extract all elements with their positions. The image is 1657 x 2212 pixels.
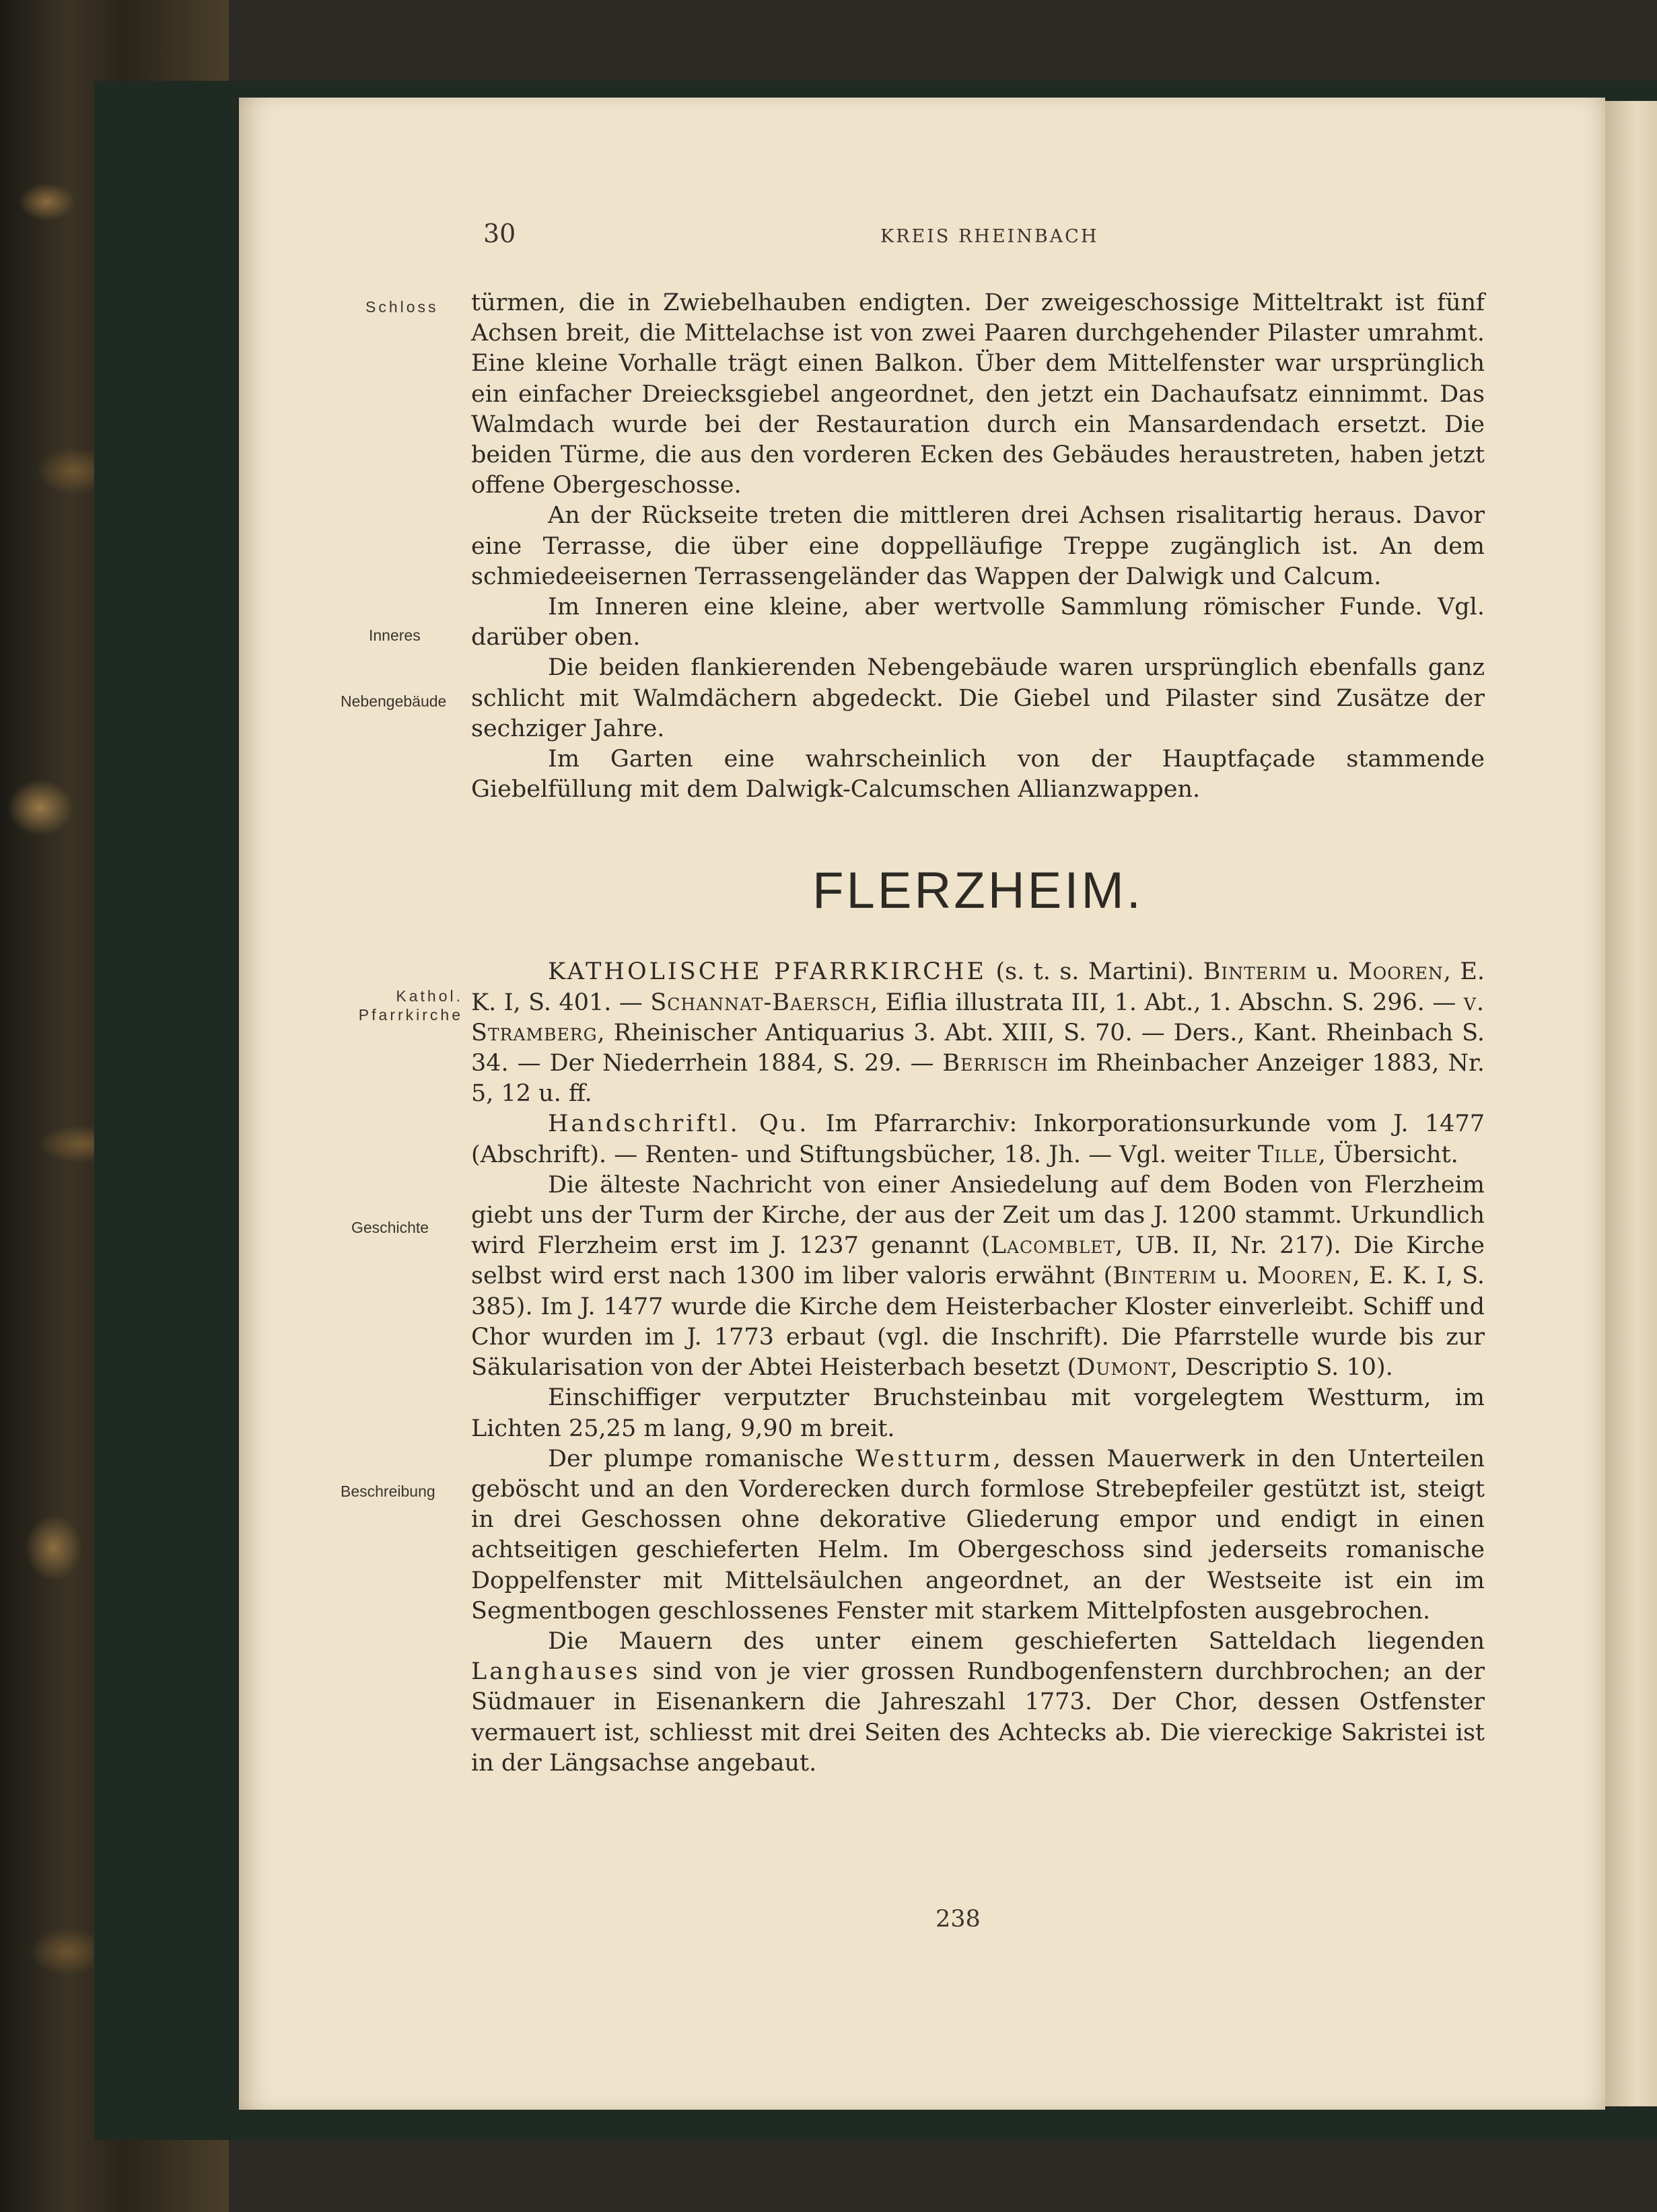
body-text bbox=[471, 288, 1485, 1779]
paragraph-schloss: türmen, die in Zwiebelhauben endigten. Der zweigeschossige Mitteltrakt ist fünf Achsen breit, die Mittelachse ist von zwei Paaren durchgehender Pilaster umrahmt. Eine kleine Vorhalle trägt einen Balkon. Über dem Mittelfenster war ursprünglich ein einfacher Dreiecksgiebel angeordnet, den jetzt ein Dachaufsatz einnimmt. Das Walmdach wurde bei der Restauration durch ein Mansardendach ersetzt. Die beiden Türme, die aus den vorderen Ecken des Gebäudes heraustreten, haben jetzt offene Obergeschosse. bbox=[471, 289, 1485, 499]
margin-note-nebengebaeude: Nebengebäude bbox=[341, 692, 447, 710]
page-number-top: 30 bbox=[483, 219, 516, 248]
paragraph-langhaus: Die Mauern des unter einem geschieferten Satteldach liegenden Langhauses sind von je vier grossen Rundbogenfenstern durchbrochen; an der Südmauer in Eisenankern die Jahreszahl 1773. Der Chor, dessen Ostfenster vermauert ist, schliesst mit drei Seiten des Achtecks ab. Die viereckige Sakristei ist in der Längsachse angebaut. bbox=[471, 1627, 1485, 1777]
margin-note-schloss: Schloss bbox=[365, 298, 439, 316]
paragraph-garten: Im Garten eine wahrscheinlich von der Hauptfaçade stammende Giebelfüllung mit dem Dalwigk-Calcumschen Allianzwappen. bbox=[471, 746, 1485, 804]
paragraph-quellen: Handschriftl. Qu. Im Pfarrarchiv: Inkorporationsurkunde vom J. 1477 (Abschrift). — Renten- und Stiftungsbücher, 18. Jh. — Vgl. weiter Tille, Übersicht. bbox=[471, 1110, 1485, 1168]
section-heading: FLERZHEIM. bbox=[812, 862, 1143, 920]
paragraph-beschreibung: Einschiffiger verputzter Bruchsteinbau mit vorgelegtem Westturm, im Lichten 25,25 m lang, 9,90 m breit. bbox=[471, 1384, 1485, 1442]
paragraph-nebengebaeude: Die beiden flankierenden Nebengebäude waren ursprünglich ebenfalls ganz schlicht mit Walmdächern abgedeckt. Die Giebel und Pilaster sind Zusätze der sechziger Jahre. bbox=[471, 654, 1485, 742]
margin-note-geschichte: Geschichte bbox=[351, 1219, 429, 1236]
margin-note-beschreibung: Beschreibung bbox=[341, 1483, 435, 1500]
paragraph-literatur: KATHOLISCHE PFARRKIRCHE (s. t. s. Martini). Binterim u. Mooren, E. K. I, S. 401. — Schannat-Baersch, Eiflia illustrata III, 1. Abt., 1. Abschn. S. 296. — v. Stramberg, Rheinischer Antiquarius 3. Abt. XIII, S. 70. — Ders., Kant. Rheinbach S. 34. — Der Niederrhein 1884, S. 29. — Berrisch im Rheinbacher Anzeiger 1883, Nr. 5, 12 u. ff. bbox=[471, 958, 1485, 1108]
paragraph-westturm: Der plumpe romanische Westturm, dessen Mauerwerk in den Unterteilen geböscht und an den Vorderecken durch formlose Strebepfeiler gestützt ist, steigt in drei Geschossen ohne dekorative Gliederung empor und endigt in einen achtseitigen geschieferten Helm. Im Obergeschoss sind jederseits romanische Doppelfenster mit Mittelsäulchen angeordnet, an der Westseite ist ein im Segmentbogen geschlossenes Fenster mit starkem Mittelpfosten ausgebrochen. bbox=[471, 1445, 1485, 1625]
church-title: KATHOLISCHE PFARRKIRCHE bbox=[548, 958, 987, 986]
paragraph-rueckseite: An der Rückseite treten die mittleren drei Achsen risalitartig heraus. Davor eine Terrasse, die über eine doppelläufige Treppe zugänglich ist. An dem schmiedeeisernen Terrassengeländer das Wappen der Dalwigk und Calcum. bbox=[471, 502, 1485, 590]
paragraph-geschichte: Die älteste Nachricht von einer Ansiedelung auf dem Boden von Flerzheim giebt uns der Turm der Kirche, der aus der Zeit um das J. 1200 stammt. Urkundlich wird Flerzheim erst im J. 1237 genannt (Lacomblet, UB. II, Nr. 217). Die Kirche selbst wird erst nach 1300 im liber valoris erwähnt (Binterim u. Mooren, E. K. I, S. 385). Im J. 1477 wurde die Kirche dem Heisterbacher Kloster einverleibt. Schiff und Chor wurden im J. 1773 erbaut (vgl. die Inschrift). Die Pfarrstelle wurde bis zur Säkularisation von der Abtei Heisterbach besetzt (Dumont, Descriptio S. 10). bbox=[471, 1171, 1485, 1382]
page-stack-edges bbox=[125, 91, 246, 2096]
paragraph-inneres: Im Inneren eine kleine, aber wertvolle Sammlung römischer Funde. Vgl. darüber oben. bbox=[471, 594, 1485, 651]
margin-note-pfarrkirche: Pfarrkirche bbox=[358, 1006, 463, 1024]
margin-note-inneres: Inneres bbox=[369, 627, 421, 644]
page-number-bottom: 238 bbox=[936, 1906, 981, 1933]
facing-page-edge bbox=[1605, 101, 1657, 2106]
margin-note-kathol-pfarrkirche bbox=[316, 987, 463, 1024]
margin-note-kathol: Kathol. bbox=[396, 987, 463, 1005]
running-title: KREIS RHEINBACH bbox=[880, 226, 1099, 247]
